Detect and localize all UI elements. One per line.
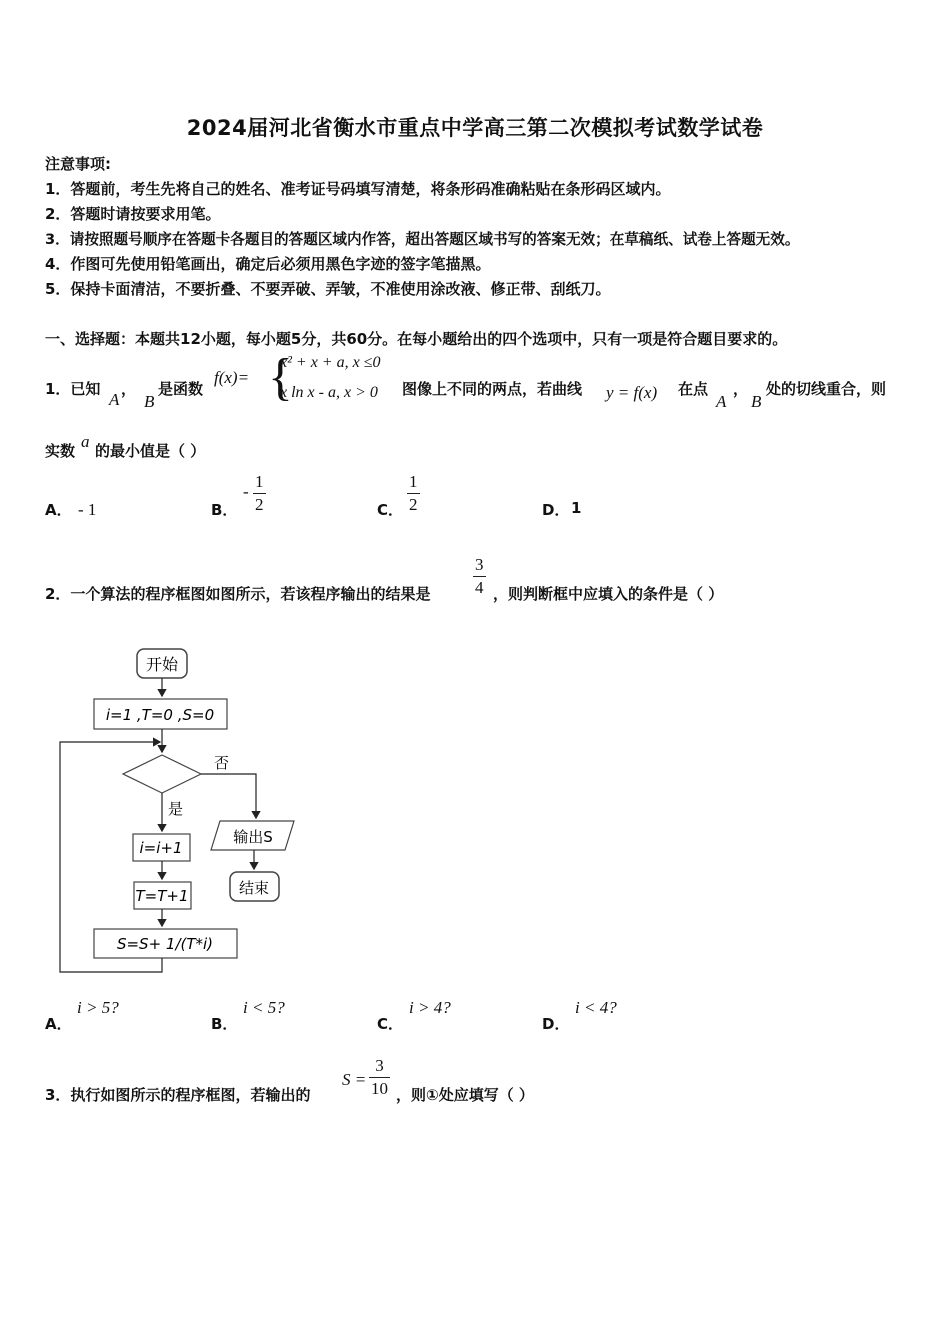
q2-option-value: i > 4? bbox=[409, 998, 451, 1017]
fraction-denominator: 2 bbox=[255, 495, 264, 514]
notice-item: 4．作图可先使用铅笔画出，确定后必须用黑色字迹的签字笔描黑。 bbox=[45, 255, 491, 273]
q2-option-value: i < 4? bbox=[575, 998, 617, 1017]
flowchart-decision bbox=[123, 755, 201, 793]
q2-text: ，则判断框中应填入的条件是（ ） bbox=[493, 585, 724, 603]
q1-point-a: A bbox=[716, 392, 727, 411]
page-title: 2024届河北省衡水市重点中学高三第二次模拟考试数学试卷 bbox=[186, 116, 764, 140]
q1-comma: ， bbox=[733, 380, 749, 398]
q1-func: f(x)= bbox=[214, 368, 250, 387]
notice-item: 2．答题时请按要求用笔。 bbox=[45, 205, 221, 223]
flowchart-no-label: 否 bbox=[214, 754, 230, 772]
q1-case1: x² + x + a, x ≤0 bbox=[280, 354, 381, 371]
q1-point-b: B bbox=[751, 392, 762, 411]
q2-option-label: A． bbox=[45, 1015, 72, 1033]
fraction-denominator: 10 bbox=[371, 1079, 388, 1098]
flowchart-step-label: T=T+1 bbox=[135, 887, 189, 905]
q3-fraction bbox=[369, 1056, 390, 1099]
q3-text: 3．执行如图所示的程序框图，若输出的 bbox=[45, 1086, 311, 1104]
flowchart-end-label: 结束 bbox=[238, 879, 270, 897]
fraction-numerator: 1 bbox=[255, 472, 264, 491]
piecewise-brace: { bbox=[268, 349, 293, 406]
notice-item: 3．请按照题号顺序在答题卡各题目的答题区域内作答，超出答题区域书写的答案无效；在草稿纸、试卷上答题无效。 bbox=[45, 231, 800, 248]
q1-case2: x ln x - a, x > 0 bbox=[280, 384, 378, 401]
flowchart-start-label: 开始 bbox=[145, 655, 179, 674]
q1-option-sign: - bbox=[243, 482, 249, 501]
q1-option-label: B． bbox=[211, 501, 238, 519]
q1-text: 在点 bbox=[678, 380, 709, 398]
fraction-denominator: 2 bbox=[409, 495, 418, 514]
flowchart-step-label: S=S+ 1/(T*i) bbox=[116, 935, 214, 953]
q1-line2-var: a bbox=[81, 432, 90, 451]
q2-text: 2．一个算法的程序框图如图所示，若该程序输出的结果是 bbox=[45, 585, 431, 603]
q2-option-label: C． bbox=[377, 1015, 404, 1033]
notice-item: 5．保持卡面清洁，不要折叠、不要弄破、弄皱，不准使用涂改液、修正带、刮纸刀。 bbox=[45, 280, 611, 298]
notice-heading: 注意事项: bbox=[45, 155, 111, 173]
q2-option-value: i < 5? bbox=[243, 998, 285, 1017]
q1-option-label: A． bbox=[45, 501, 72, 519]
q1-line2-suffix: 的最小值是（ ） bbox=[95, 442, 206, 460]
fraction-denominator: 4 bbox=[475, 578, 484, 597]
q1-comma: ， bbox=[121, 380, 137, 398]
q3-lhs: S = bbox=[342, 1070, 367, 1089]
q3-text: ，则①处应填写（ ） bbox=[396, 1086, 534, 1104]
flowchart-step-label: i=i+1 bbox=[139, 839, 183, 857]
q2-option-label: B． bbox=[211, 1015, 238, 1033]
q1-option-label: D． bbox=[542, 501, 570, 519]
q1-option-value: 1 bbox=[571, 499, 582, 517]
q2-option-label: D． bbox=[542, 1015, 570, 1033]
flowchart-yes-label: 是 bbox=[168, 800, 184, 818]
fraction-numerator: 3 bbox=[475, 555, 484, 574]
section-header: 一、选择题：本题共12小题，每小题5分，共60分。在每小题给出的四个选项中，只有一项是符合题目要求的。 bbox=[45, 330, 788, 348]
fraction-numerator: 3 bbox=[375, 1056, 384, 1075]
flowchart-init-label: i=1 ,T=0 ,S=0 bbox=[105, 706, 215, 724]
q1-text: 是函数 bbox=[158, 380, 204, 398]
fraction-numerator: 1 bbox=[409, 472, 418, 491]
q1-option-value: - 1 bbox=[78, 500, 97, 519]
q1-line2-prefix: 实数 bbox=[45, 442, 76, 460]
q1-text: 图像上不同的两点，若曲线 bbox=[402, 380, 583, 398]
q1-text: 处的切线重合，则 bbox=[766, 380, 887, 398]
flowchart-output-label: 输出S bbox=[233, 828, 273, 846]
q1-number: 1．已知 bbox=[45, 380, 101, 398]
flowchart-arrow bbox=[201, 774, 256, 818]
q1-var-a: A bbox=[109, 390, 120, 409]
q1-option-label: C． bbox=[377, 501, 404, 519]
q1-var-b: B bbox=[144, 392, 155, 411]
q1-curve: y = f(x) bbox=[606, 383, 658, 402]
q2-option-value: i > 5? bbox=[77, 998, 119, 1017]
notice-item: 1．答题前，考生先将自己的姓名、准考证号码填写清楚，将条形码准确粘贴在条形码区域内。 bbox=[45, 180, 671, 198]
